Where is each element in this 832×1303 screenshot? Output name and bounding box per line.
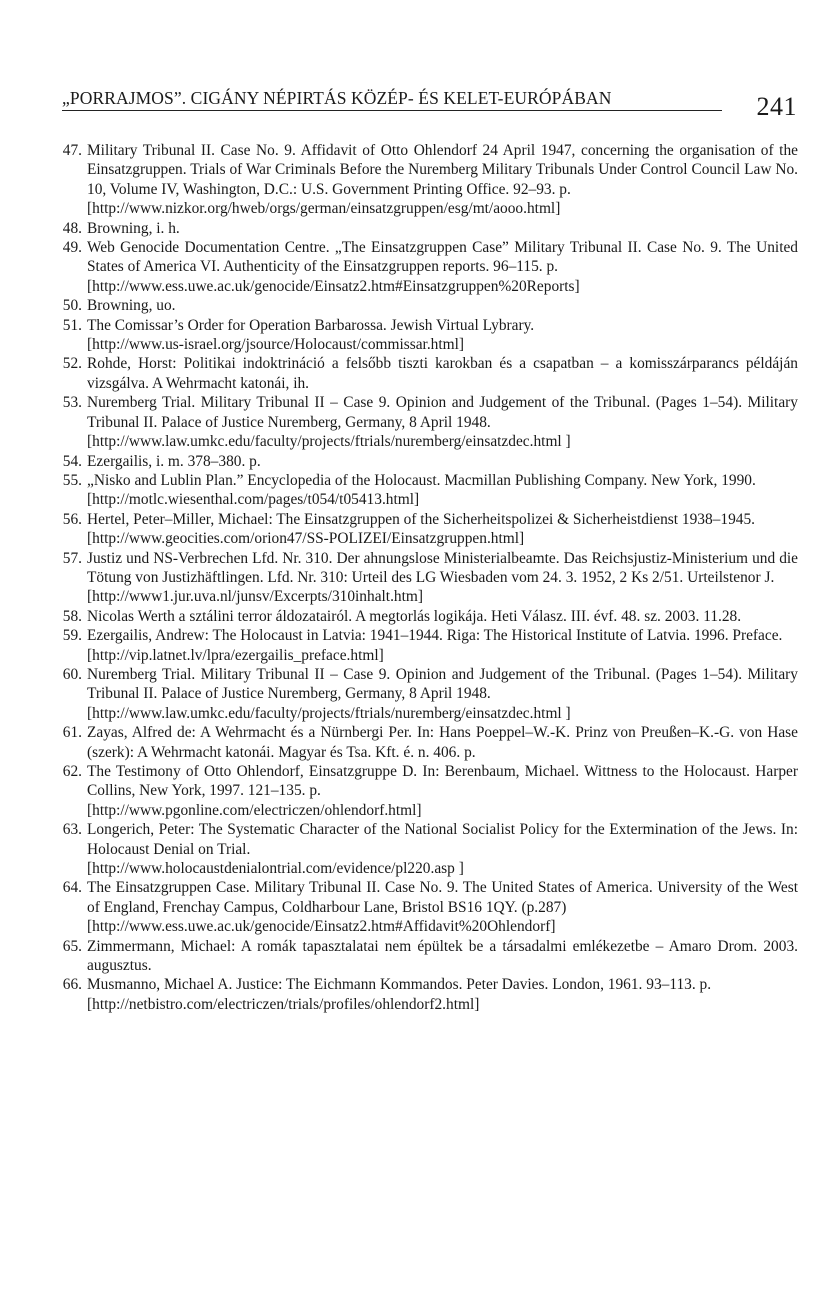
endnote-body [87,219,798,238]
endnote-text: Nuremberg Trial. Military Tribunal II – Case 9. Opinion and Judgement of the Tribunal. (Pages 1–54). Military Tribunal II. Palace of Justice Nuremberg, Germany, 8 April 1948. [87,394,798,431]
endnote [62,354,798,393]
endnote-number: 64. [62,879,82,897]
endnotes-list [62,141,798,1014]
endnote-text: Browning, i. h. [87,219,180,237]
endnote-number: 62. [62,763,82,780]
endnote-text: Ezergailis, Andrew: The Holocaust in Latvia: 1941–1944. Riga: The Historical Institute of Latvia. 1996. Preface. [87,627,783,645]
endnote [62,937,798,976]
endnote-body [87,878,798,936]
endnote-body [87,607,798,626]
running-title: „PORRAJMOS”. CIGÁNY NÉPIRTÁS KÖZÉP- ÉS KELET-EURÓPÁBAN [62,88,612,108]
endnote-text: Nuremberg Trial. Military Tribunal II – Case 9. Opinion and Judgement of the Tribunal. (Pages 1–54). Military Tribunal II. Palace of Justice Nuremberg, Germany, 8 April 1948. [87,665,798,703]
endnote-text: Nicolas Werth a sztálini terror áldozatairól. A megtorlás logikája. Heti Válasz. III. évf. 48. sz. 2003. 11.28. [87,607,742,625]
endnote [62,452,798,471]
endnote-body [87,471,798,510]
endnote-url: [http://www.geocities.com/orion47/SS-POLIZEI/Einsatzgruppen.html] [87,530,525,548]
endnote-number: 55. [62,471,82,489]
endnote [62,316,798,355]
endnote-body [87,316,798,355]
endnote-number: 61. [62,724,82,742]
endnote-text: Web Genocide Documentation Centre. „The Einsatzgruppen Case” Military Tribunal II. Case No. 9. The United States of America VI. Authenticity of the Einsatzgruppen reports. 96–115. p. [87,239,798,276]
endnote-text: The Testimony of Otto Ohlendorf, Einsatzgruppe D. In: Berenbaum, Michael. Wittness to the Holocaust. Harper Collins, New York, 1997. 121–135. p. [87,763,798,800]
endnote-text: The Comissar’s Order for Operation Barbarossa. Jewish Virtual Lybrary. [87,316,535,334]
endnote-number: 53. [62,394,82,412]
endnote [62,393,798,451]
endnote-text: Browning, uo. [87,297,176,315]
endnote-body [87,296,798,315]
endnote-number: 63. [62,821,82,839]
header-rule [62,110,722,111]
endnote-text: Ezergailis, i. m. 378–380. p. [87,452,261,470]
endnote-body [87,452,798,471]
endnote-number: 66. [62,976,82,994]
endnote-number: 48. [62,219,82,237]
endnote-url: [http://www.ess.uwe.ac.uk/genocide/Einsatz2.htm#Affidavit%20Ohlendorf] [87,918,556,936]
endnote-url: [http://netbistro.com/electriczen/trials/profiles/ohlendorf2.html] [87,995,480,1013]
endnote-url: [http://vip.latnet.lv/lpra/ezergailis_preface.html] [87,646,384,664]
endnote-text: „Nisko and Lublin Plan.” Encyclopedia of the Holocaust. Macmillan Publishing Company. New York, 1990. [87,471,756,489]
endnote-body [87,626,798,665]
endnote-number: 65. [62,937,82,955]
endnote [62,762,798,820]
endnote-body [87,354,798,393]
endnote-url: [http://www.law.umkc.edu/faculty/projects/ftrials/nuremberg/einsatzdec.html ] [87,433,571,451]
endnote-text: Hertel, Peter–Miller, Michael: The Einsatzgruppen of the Sicherheitspolizei & Sicherheistdienst 1938–1945. [87,510,755,528]
endnote-body [87,510,798,549]
endnote [62,878,798,936]
endnote-text: Justiz und NS-Verbrechen Lfd. Nr. 310. Der ahnungslose Ministerialbeamte. Das Reichsjustiz-Ministerium und die Tötung von Justizhäftlingen. Lfd. Nr. 310: Urteil des LG Wiesbaden vom 24. 3. 1952, 2 Ks 2/51. Urteilstenor J. [87,549,798,586]
endnote-url: [http://www.ess.uwe.ac.uk/genocide/Einsatz2.htm#Einsatzgruppen%20Reports] [87,277,580,295]
endnote [62,141,798,219]
endnote [62,471,798,510]
endnote [62,820,798,878]
endnote-url: [http://www.holocaustdenialontrial.com/evidence/pl220.asp ] [87,860,464,878]
endnote-url: [http://motlc.wiesenthal.com/pages/t054/t05413.html] [87,491,420,509]
endnote-number: 57. [62,549,82,567]
endnote-number: 51. [62,316,82,334]
endnote-number: 50. [62,297,82,315]
endnote [62,510,798,549]
endnote-number: 52. [62,355,82,373]
endnote-number: 59. [62,627,82,645]
endnote-body [87,820,798,878]
endnote-text: Rohde, Horst: Politikai indoktrináció a felsőbb tiszti karokban és a csapatban – a komisszárparancs példáján vizsgálva. A Wehrmacht katonái, ih. [87,355,798,392]
endnote-url: [http://www1.jur.uva.nl/junsv/Excerpts/310inhalt.htm] [87,588,423,606]
endnote-number: 47. [62,142,82,159]
page-number: 241 [756,92,797,121]
endnote-body [87,937,798,976]
endnote [62,723,798,762]
endnote-url: [http://www.pgonline.com/electriczen/ohlendorf.html] [87,801,422,819]
running-header [62,86,797,126]
endnote-text: Musmanno, Michael A. Justice: The Eichmann Kommandos. Peter Davies. London, 1961. 93–113. p. [87,976,712,994]
endnote-text: Zimmermann, Michael: A romák tapasztalatai nem épültek be a társadalmi emlékezetbe – Amaro Drom. 2003. augusztus. [87,937,798,975]
endnote-url: [http://www.nizkor.org/hweb/orgs/german/einsatzgruppen/esg/mt/aooo.html] [87,200,561,218]
endnote-text: Zayas, Alfred de: A Wehrmacht és a Nürnbergi Per. In: Hans Poeppel–W.-K. Prinz von Preußen–K.-G. von Hase (szerk): A Wehrmacht katonái. Magyar és Tsa. Kft. é. n. 406. p. [87,724,798,761]
endnote-body [87,141,798,219]
endnote-body [87,762,798,820]
endnote-body [87,975,798,1014]
endnote-text: Military Tribunal II. Case No. 9. Affidavit of Otto Ohlendorf 24 April 1947, concerning the organisation of the Einsatzgruppen. Trials of War Criminals Before the Nuremberg Military Tribunals Under Control Council Law No. 10, Volume IV, Washington, D.C.: U.S. Government Printing Office. 92–93. p. [87,142,798,198]
endnote-body [87,238,798,296]
endnote-body [87,723,798,762]
endnote-text: The Einsatzgruppen Case. Military Tribunal II. Case No. 9. The United States of America. University of the West of England, Frenchay Campus, Coldharbour Lane, Bristol BS16 1QY. (p.287) [87,879,798,916]
endnote [62,549,798,607]
endnote [62,219,798,238]
endnote [62,238,798,296]
endnote-number: 54. [62,452,82,470]
endnote [62,975,798,1014]
endnote [62,607,798,626]
endnote-body [87,665,798,723]
endnote-url: [http://www.us-israel.org/jsource/Holocaust/commissar.html] [87,336,465,354]
endnote [62,626,798,665]
endnote-number: 58. [62,607,82,625]
endnote-number: 60. [62,665,82,683]
endnote-body [87,393,798,451]
endnote-text: Longerich, Peter: The Systematic Character of the National Socialist Policy for the Extermination of the Jews. In: Holocaust Denial on Trial. [87,821,798,858]
endnote-number: 49. [62,239,82,257]
endnote-url: [http://www.law.umkc.edu/faculty/projects/ftrials/nuremberg/einsatzdec.html ] [87,704,571,722]
endnote [62,665,798,723]
endnote-number: 56. [62,510,82,528]
endnote-body [87,549,798,607]
endnote [62,296,798,315]
